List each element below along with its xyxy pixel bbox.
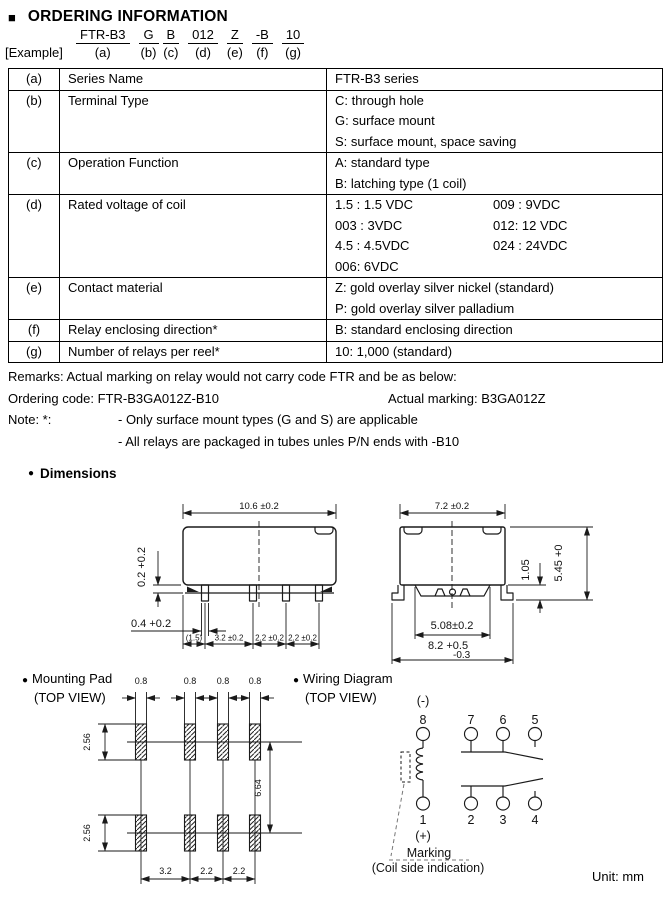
dim-height: 5.45 +0 (553, 544, 565, 582)
value-line: 10: 1,000 (standard) (335, 343, 453, 359)
note-label: Note: *: (8, 412, 52, 427)
pin-1-terminal (417, 797, 430, 810)
value-line: G: surface mount (335, 113, 435, 128)
code-key: (d) (195, 45, 211, 60)
circle-bullet-icon: ● (28, 468, 35, 479)
code-part: G (139, 26, 159, 44)
pin-6-terminal (497, 728, 510, 741)
contact-blade-bottom (461, 779, 543, 787)
table-row (9, 90, 663, 153)
remarks-note1 (8, 409, 663, 431)
table-row (9, 320, 663, 342)
side-relay-body (392, 521, 513, 611)
pin-8-terminal (417, 728, 430, 741)
code-key: (e) (226, 45, 243, 60)
section-header-dimensions (28, 466, 117, 481)
value-line: P: gold overlay silver palladium (335, 300, 515, 316)
dim-row-distance: 6.64 (253, 779, 263, 797)
remarks-block (8, 366, 663, 452)
code-segment (227, 26, 243, 61)
dim-front-width: 10.6 ±0.2 (239, 501, 279, 512)
dim-pad-width: 0.8 (216, 676, 230, 686)
front-top-dimension (183, 501, 336, 519)
value-line: S: surface mount, space saving (335, 133, 517, 149)
mounting-pad-subtitle: (TOP VIEW) (34, 690, 106, 705)
pad-height-dimensions (82, 724, 137, 851)
dim-pitch-1: 3.2 ±0.2 (214, 633, 244, 643)
ordering-code-example (76, 26, 313, 61)
marking-callout (372, 846, 485, 875)
value-line: 1.5 : 1.5 VDC 009 : 9VDC (335, 197, 561, 212)
dim-pad-width: 0.8 (134, 676, 148, 686)
value-line: 006: 6VDC (335, 258, 399, 274)
actual-marking: Actual marking: B3GA012Z (388, 390, 546, 406)
pin-number: 6 (499, 713, 507, 727)
dim-pad-pitch-1: 2.2 (200, 866, 213, 876)
code-part: B (163, 26, 180, 44)
front-lead-width-dimension (131, 603, 226, 636)
row-value (327, 195, 663, 278)
front-relay-body (183, 521, 336, 607)
pad-width-dimensions (122, 676, 274, 724)
row-value (327, 153, 663, 195)
dim-lead-width: 0.4 +0.2 (131, 618, 172, 630)
dim-pad-height: 2.56 (82, 824, 92, 842)
dim-pad-height: 2.56 (82, 733, 92, 751)
value-line: FTR-B3 series (335, 71, 419, 86)
front-pitch-dimensions (183, 595, 319, 649)
ordering-code: Ordering code: FTR-B3GA012Z-B10 (8, 390, 219, 406)
row-key: (a) (9, 69, 60, 91)
table-row (9, 278, 663, 320)
row-value (327, 69, 663, 91)
remarks-line1: Remarks: Actual marking on relay would not carry code FTR and be as below: (8, 369, 457, 384)
row-name: Contact material (60, 278, 327, 320)
dim-pitch-2: 2.2 ±0.2 (255, 633, 284, 643)
value-line: Z: gold overlay silver nickel (standard) (335, 280, 554, 295)
row-name: Terminal Type (60, 90, 327, 153)
note-text: - All relays are packaged in tubes unles P/N ends with -B10 (118, 433, 460, 449)
code-part: 10 (282, 26, 304, 44)
dim-pitch-3: 2.2 ±0.2 (288, 633, 317, 643)
side-span-dimensions (392, 587, 513, 664)
value-line: 003 : 3VDC 012: 12 VDC (335, 217, 568, 233)
circle-bullet-icon: ● (293, 675, 300, 686)
dim-span-inner: 5.08±0.2 (430, 620, 474, 632)
pin-4-terminal (529, 797, 542, 810)
pin-number: 1 (419, 813, 427, 827)
pin-number: 7 (467, 713, 475, 727)
pin-5-terminal (529, 728, 542, 741)
dim-side-width: 7.2 ±0.2 (434, 501, 470, 512)
row-value (327, 278, 663, 320)
pad-rectangles (136, 724, 261, 851)
row-value (327, 320, 663, 342)
pin-number: 5 (531, 713, 539, 727)
coil-plus-label: (+) (415, 829, 431, 843)
dimensions-title: Dimensions (40, 466, 117, 481)
row-key: (f) (9, 320, 60, 342)
pin-3-terminal (497, 797, 510, 810)
row-key: (g) (9, 341, 60, 363)
dim-pad-width: 0.8 (248, 676, 262, 686)
pin-2-terminal (465, 797, 478, 810)
marking-sublabel: (Coil side indication) (371, 861, 485, 875)
mounting-pad-title: Mounting Pad (32, 671, 113, 686)
value-line: 4.5 : 4.5VDC 024 : 24VDC (335, 238, 568, 253)
marking-indicator-box (401, 752, 410, 782)
pin-number: 4 (531, 813, 539, 827)
row-value (327, 341, 663, 363)
coil-branch (391, 694, 431, 856)
code-part: Z (227, 26, 243, 44)
code-segment (76, 26, 130, 61)
side-top-dimension (400, 501, 505, 519)
pin-number: 2 (467, 813, 475, 827)
coil-symbol (416, 748, 423, 780)
coil-minus-label: (-) (416, 694, 430, 708)
row-name: Rated voltage of coil (60, 195, 327, 278)
code-segment (163, 26, 180, 61)
example-label: [Example] (5, 45, 63, 60)
row-key: (e) (9, 278, 60, 320)
code-part: -B (252, 26, 273, 44)
code-key: (b) (140, 45, 157, 60)
row-value (327, 90, 663, 153)
row-name: Number of relays per reel* (60, 341, 327, 363)
code-key: (g) (285, 45, 301, 60)
wiring-diagram-subtitle: (TOP VIEW) (305, 690, 377, 705)
pad-pitch-dimensions (141, 866, 255, 879)
dim-standoff: 0.2 +0.2 (136, 546, 148, 588)
pad-center-lines (127, 742, 302, 884)
pin-number: 3 (499, 813, 507, 827)
row-key: (b) (9, 90, 60, 153)
code-segment (139, 26, 159, 61)
dim-pad-width: 0.8 (183, 676, 197, 686)
dim-lead-height: 1.05 (520, 559, 532, 581)
table-row (9, 153, 663, 195)
remarks-note2 (8, 431, 663, 453)
dim-span-outer: 8.2 +0.5 (428, 640, 469, 652)
row-key: (d) (9, 195, 60, 278)
row-name: Series Name (60, 69, 327, 91)
remarks-line2 (8, 388, 663, 410)
note-text: - Only surface mount types (G and S) are applicable (118, 412, 418, 427)
section-header-ordering (8, 8, 228, 26)
code-segment (252, 26, 273, 61)
table-row (9, 69, 663, 91)
value-line: B: latching type (1 coil) (335, 175, 467, 191)
pin-number: 8 (419, 713, 427, 727)
unit-note: Unit: mm (592, 869, 644, 884)
square-bullet-icon: ■ (8, 9, 16, 25)
front-view-drawing (128, 497, 413, 655)
value-line: A: standard type (335, 155, 430, 170)
row-name: Relay enclosing direction* (60, 320, 327, 342)
row-name: Operation Function (60, 153, 327, 195)
front-standoff-dimension (136, 547, 183, 607)
row-key: (c) (9, 153, 60, 195)
code-part: FTR-B3 (76, 26, 130, 44)
code-key: (c) (163, 45, 179, 60)
contact-branch (461, 713, 543, 827)
value-line: C: through hole (335, 92, 424, 108)
code-key: (a) (94, 45, 111, 60)
mounting-pad-drawing (20, 668, 320, 895)
marking-label: Marking (406, 846, 452, 860)
dim-pad-pitch-0: 3.2 (159, 866, 172, 876)
side-view-drawing (390, 497, 660, 669)
ordering-code-table (8, 68, 663, 363)
pin-7-terminal (465, 728, 478, 741)
dim-pitch-0: (1.5) (185, 633, 203, 643)
side-lead-height-dimension (508, 559, 593, 613)
contact-blade-top (461, 752, 543, 760)
code-key: (f) (256, 45, 269, 60)
value-line: B: standard enclosing direction (335, 322, 513, 337)
code-segment (282, 26, 304, 61)
dim-span-outer-lower: -0.3 (453, 650, 471, 661)
wiring-diagram-title: Wiring Diagram (303, 671, 393, 686)
circle-bullet-icon: ● (22, 675, 29, 686)
table-row (9, 341, 663, 363)
code-part: 012 (188, 26, 218, 44)
page-title: ORDERING INFORMATION (27, 8, 228, 25)
table-row (9, 195, 663, 278)
dim-pad-pitch-2: 2.2 (232, 866, 246, 876)
wiring-diagram-drawing (295, 668, 615, 878)
code-segment (188, 26, 218, 61)
